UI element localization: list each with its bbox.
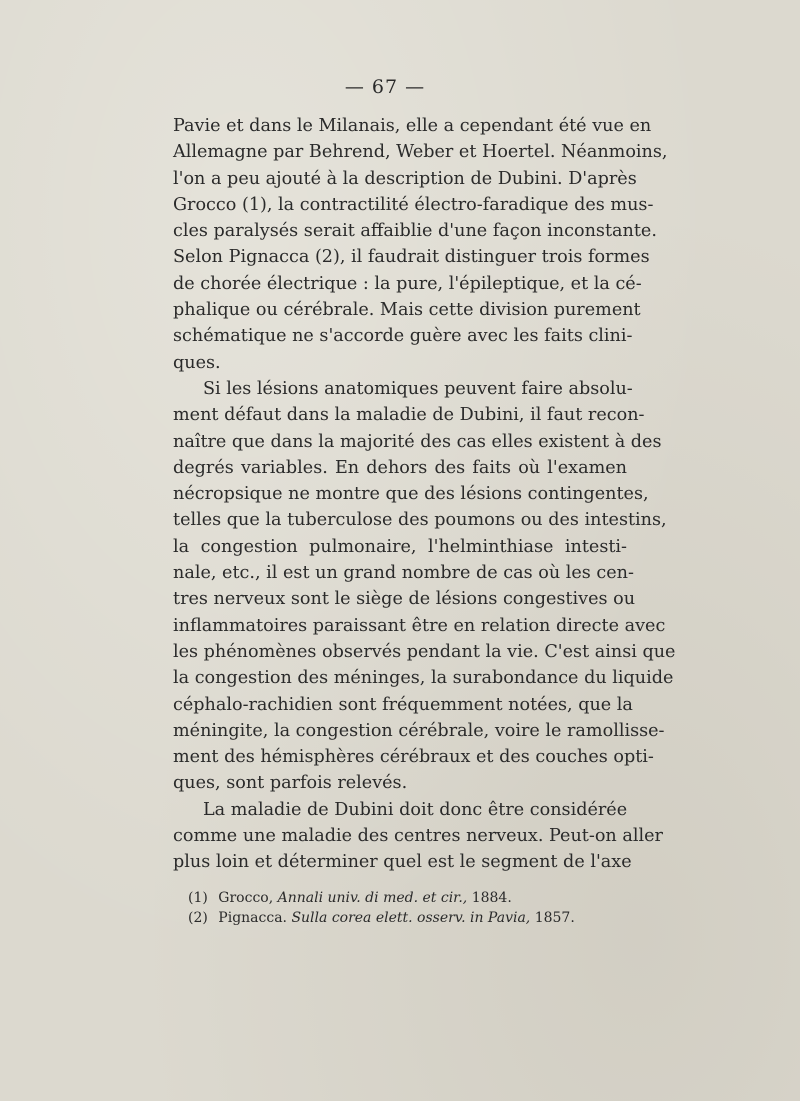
text-line: Grocco (1), la contractilité électro-faradique des mus-: [173, 194, 654, 215]
text-line: comme une maladie des centres nerveux. Peut-on aller: [173, 826, 663, 847]
text-line: inflammatoires paraissant être en relation directe avec: [173, 615, 666, 636]
text-line: degrés variables. En dehors des faits où l'examen: [173, 457, 627, 478]
footnote-title: Annali univ. di med. et cir.,: [277, 890, 468, 906]
text-line: tres nerveux sont le siège de lésions congestives ou: [173, 589, 636, 610]
text-line: phalique ou cérébrale. Mais cette division purement: [173, 300, 641, 321]
text-line: l'on a peu ajouté à la description de Dubini. D'après: [173, 168, 637, 189]
footnote-1: [188, 888, 628, 908]
text-line: Si les lésions anatomiques peuvent faire absolu-: [203, 378, 633, 399]
text-line: ment défaut dans la maladie de Dubini, il faut recon-: [173, 405, 645, 426]
footnote-title: Sulla corea elett. osserv. in Pavia,: [291, 910, 531, 926]
text-line: ment des hémisphères cérébraux et des couches opti-: [173, 747, 654, 768]
text-line: nécropsique ne montre que des lésions contingentes,: [173, 484, 649, 505]
text-line: ques.: [173, 352, 221, 373]
text-line: schématique ne s'accorde guère avec les faits clini-: [173, 326, 633, 347]
text-line: nale, etc., il est un grand nombre de cas où les cen-: [173, 563, 634, 584]
footnote-2: [188, 908, 628, 928]
text-line: méningite, la congestion cérébrale, voire le ramollisse-: [173, 720, 665, 741]
text-line: ques, sont parfois relevés.: [173, 773, 408, 794]
footnote-author: Grocco,: [218, 890, 274, 906]
text-line: cles paralysés serait affaiblie d'une façon inconstante.: [173, 221, 657, 242]
text-line: Selon Pignacca (2), il faudrait distinguer trois formes: [173, 247, 650, 268]
footnote-marker: (1): [188, 890, 208, 906]
text-line: La maladie de Dubini doit donc être considérée: [203, 799, 628, 820]
footnote-author: Pignacca.: [218, 910, 287, 926]
text-line: la congestion des méninges, la surabondance du liquide: [173, 668, 674, 689]
text-line: naître que dans la majorité des cas elles existent à des: [173, 431, 662, 452]
footnotes: [188, 888, 628, 928]
text-line: Allemagne par Behrend, Weber et Hoertel. Néanmoins,: [173, 142, 668, 163]
footnote-marker: (2): [188, 910, 208, 926]
body-text: [173, 113, 676, 876]
text-line: les phénomènes observés pendant la vie. C'est ainsi que: [173, 641, 676, 662]
text-line: telles que la tuberculose des poumons ou des intestins,: [173, 510, 667, 531]
footnote-year: 1884.: [471, 890, 512, 906]
text-line: la congestion pulmonaire, l'helminthiase intesti-: [173, 536, 627, 557]
text-line: Pavie et dans le Milanais, elle a cependant été vue en: [173, 116, 652, 136]
text-line: de chorée électrique : la pure, l'épileptique, et la cé-: [173, 273, 642, 294]
text-line: plus loin et déterminer quel est le segment de l'axe: [173, 852, 632, 873]
page-number: — 67 —: [344, 76, 426, 98]
text-line: céphalo-rachidien sont fréquemment notées, que la: [173, 694, 633, 715]
footnote-year: 1857.: [534, 910, 575, 926]
